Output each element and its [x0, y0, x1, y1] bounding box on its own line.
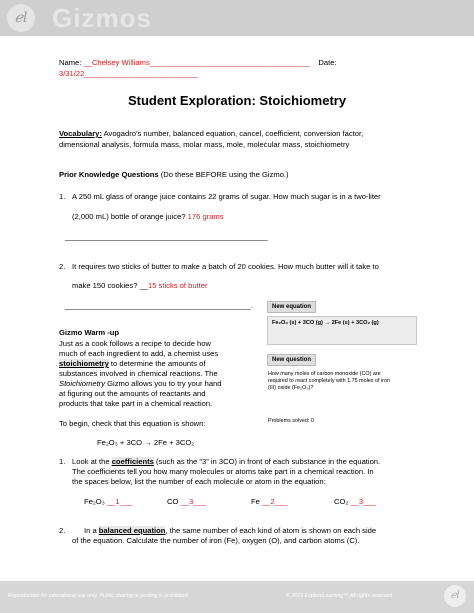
footer-logo: ℯl: [444, 585, 466, 607]
explorelearning-logo: ℯl: [7, 4, 35, 32]
gizmo-warmup-heading: Gizmo Warm -up: [59, 328, 120, 337]
warmup-line-5-rest: Gizmo allows you to try your hand: [105, 379, 222, 388]
answer-fe: [251, 497, 287, 507]
fe2o3-label: Fe₂O₃: [84, 497, 105, 506]
warmup-line-6: at figuring out the amounts of reactants and: [59, 389, 206, 398]
balanced-line-1a: In a: [84, 526, 99, 535]
check-equation-prompt: To begin, check that this equation is shown:: [59, 419, 206, 428]
prior-heading-bold: Prior Knowledge Questions: [59, 170, 159, 179]
new-question-button[interactable]: New question: [267, 354, 316, 366]
balanced-number: 2.: [59, 526, 66, 535]
coefficients-term: coefficients: [111, 457, 154, 466]
fe-label: Fe: [251, 497, 260, 506]
name-line: [59, 58, 337, 68]
answer-co2: [334, 497, 376, 507]
q2-answer: 15 sticks of butter: [148, 281, 208, 290]
q1-text-2: [72, 212, 224, 222]
q1-answer-blank: ________________________________________________: [65, 232, 268, 241]
q2-answer-prefix: __: [137, 281, 148, 290]
stoichiometry-gizmo-name: Stoichiometry: [59, 379, 106, 388]
equation-display-text: Fe₂O₃ (s) + 3CO (g) → 2Fe (s) + 3CO₂ (g): [272, 320, 379, 326]
answer-co: [167, 497, 206, 507]
name-label: Name:: [59, 58, 82, 67]
co2-label: CO₂: [334, 497, 349, 506]
date-label: Date:: [318, 58, 337, 67]
q1-answer: 176 grams: [185, 212, 224, 221]
brand-name: Gizmos: [52, 3, 152, 33]
q1-number: 1.: [59, 192, 66, 201]
new-equation-button[interactable]: New equation: [267, 301, 316, 313]
q1-text-1: A 250 mL glass of orange juice contains 22 grams of sugar. How much sugar is in a two-liter: [72, 192, 381, 201]
footer-copyright: © 2019 ExploreLearning™ All rights reserved: [286, 593, 393, 599]
co-label: CO: [167, 497, 179, 506]
look-line-1a: Look at the: [72, 457, 112, 466]
date-value: 3/31/22___________________________: [59, 69, 199, 78]
warmup-line-3-rest: to determine the amounts of: [108, 359, 206, 368]
balanced-equation-term: balanced equation: [98, 526, 166, 535]
look-line-1b: (such as the “3” in 3CO) in front of each substance in the equation.: [153, 457, 381, 466]
q2-answer-blank: ____________________________________________.: [65, 301, 253, 310]
vocabulary-text-1: Avogadro’s number, balanced equation, cancel, coefficient, conversion factor,: [101, 129, 364, 138]
page-title: Student Exploration: Stoichiometry: [127, 93, 347, 108]
q1-question: (2,000 mL) bottle of orange juice?: [72, 212, 186, 221]
footer-reproduction-notice: Reproduction for educational use only. Public sharing or posting is prohibited.: [8, 593, 189, 599]
q2-question: make 150 cookies?: [72, 281, 138, 290]
answer-fe2o3: [84, 497, 132, 507]
warmup-line-2: much of each ingredient to add, a chemist uses: [59, 349, 219, 358]
warmup-line-7: products that take part in a chemical reaction.: [59, 399, 213, 408]
co-value: __3___: [178, 497, 206, 506]
prior-subheading: (Do these BEFORE using the Gizmo.): [158, 170, 289, 179]
question-text-2: required to react completely with 1.75 moles of iron: [268, 378, 390, 384]
warmup-line-1: Just as a cook follows a recipe to decide how: [59, 339, 211, 348]
page-footer: [0, 581, 474, 613]
q2-text-2: [72, 281, 208, 291]
q2-text-1: It requires two sticks of butter to make a batch of 20 cookies. How much butter will it take to: [72, 262, 379, 271]
look-line-1: [72, 457, 380, 467]
warmup-line-5: [59, 379, 222, 389]
warmup-line-4: substances involved in chemical reactions. The: [59, 369, 218, 378]
balanced-line-1: [84, 526, 376, 536]
warmup-line-3: [59, 359, 205, 369]
q2-number: 2.: [59, 262, 66, 271]
name-value: __Chelsey Williams______________________________________: [83, 58, 311, 67]
question-text-3: (III) oxide (Fe₂O₃)?: [268, 385, 314, 391]
look-line-3: the spaces below, list the number of each molecule or atom in the equation:: [72, 477, 326, 486]
co2-value: __3___: [348, 497, 376, 506]
problems-solved: Problems solved: 0: [268, 418, 314, 424]
look-line-2: The coefficients tell you how many molecules or atoms take part in a chemical reaction. In: [72, 467, 374, 476]
balanced-line-1b: , the same number of each kind of atom is shown on each side: [165, 526, 377, 535]
reaction-equation: Fe₂O₃ + 3CO → 2Fe + 3CO₂: [97, 438, 195, 447]
equation-display: [267, 316, 417, 345]
prior-knowledge-heading: [59, 170, 289, 180]
look-number: 1.: [59, 457, 66, 466]
fe2o3-value: __1___: [104, 497, 133, 506]
vocabulary-text-2: dimensional analysis, formula mass, molar mass, mole, molecular mass, stoichiometry: [59, 140, 350, 149]
balanced-line-2: of the equation. Calculate the number of iron (Fe), oxygen (O), and carbon atoms (C).: [72, 536, 360, 545]
vocabulary-label: Vocabulary:: [59, 129, 102, 138]
fe-value: __2___: [259, 497, 288, 506]
question-text-1: How many moles of carbon monoxide (CO) are: [268, 371, 381, 377]
stoichiometry-term: stoichiometry: [59, 359, 109, 368]
vocabulary-line-1: [59, 129, 363, 139]
